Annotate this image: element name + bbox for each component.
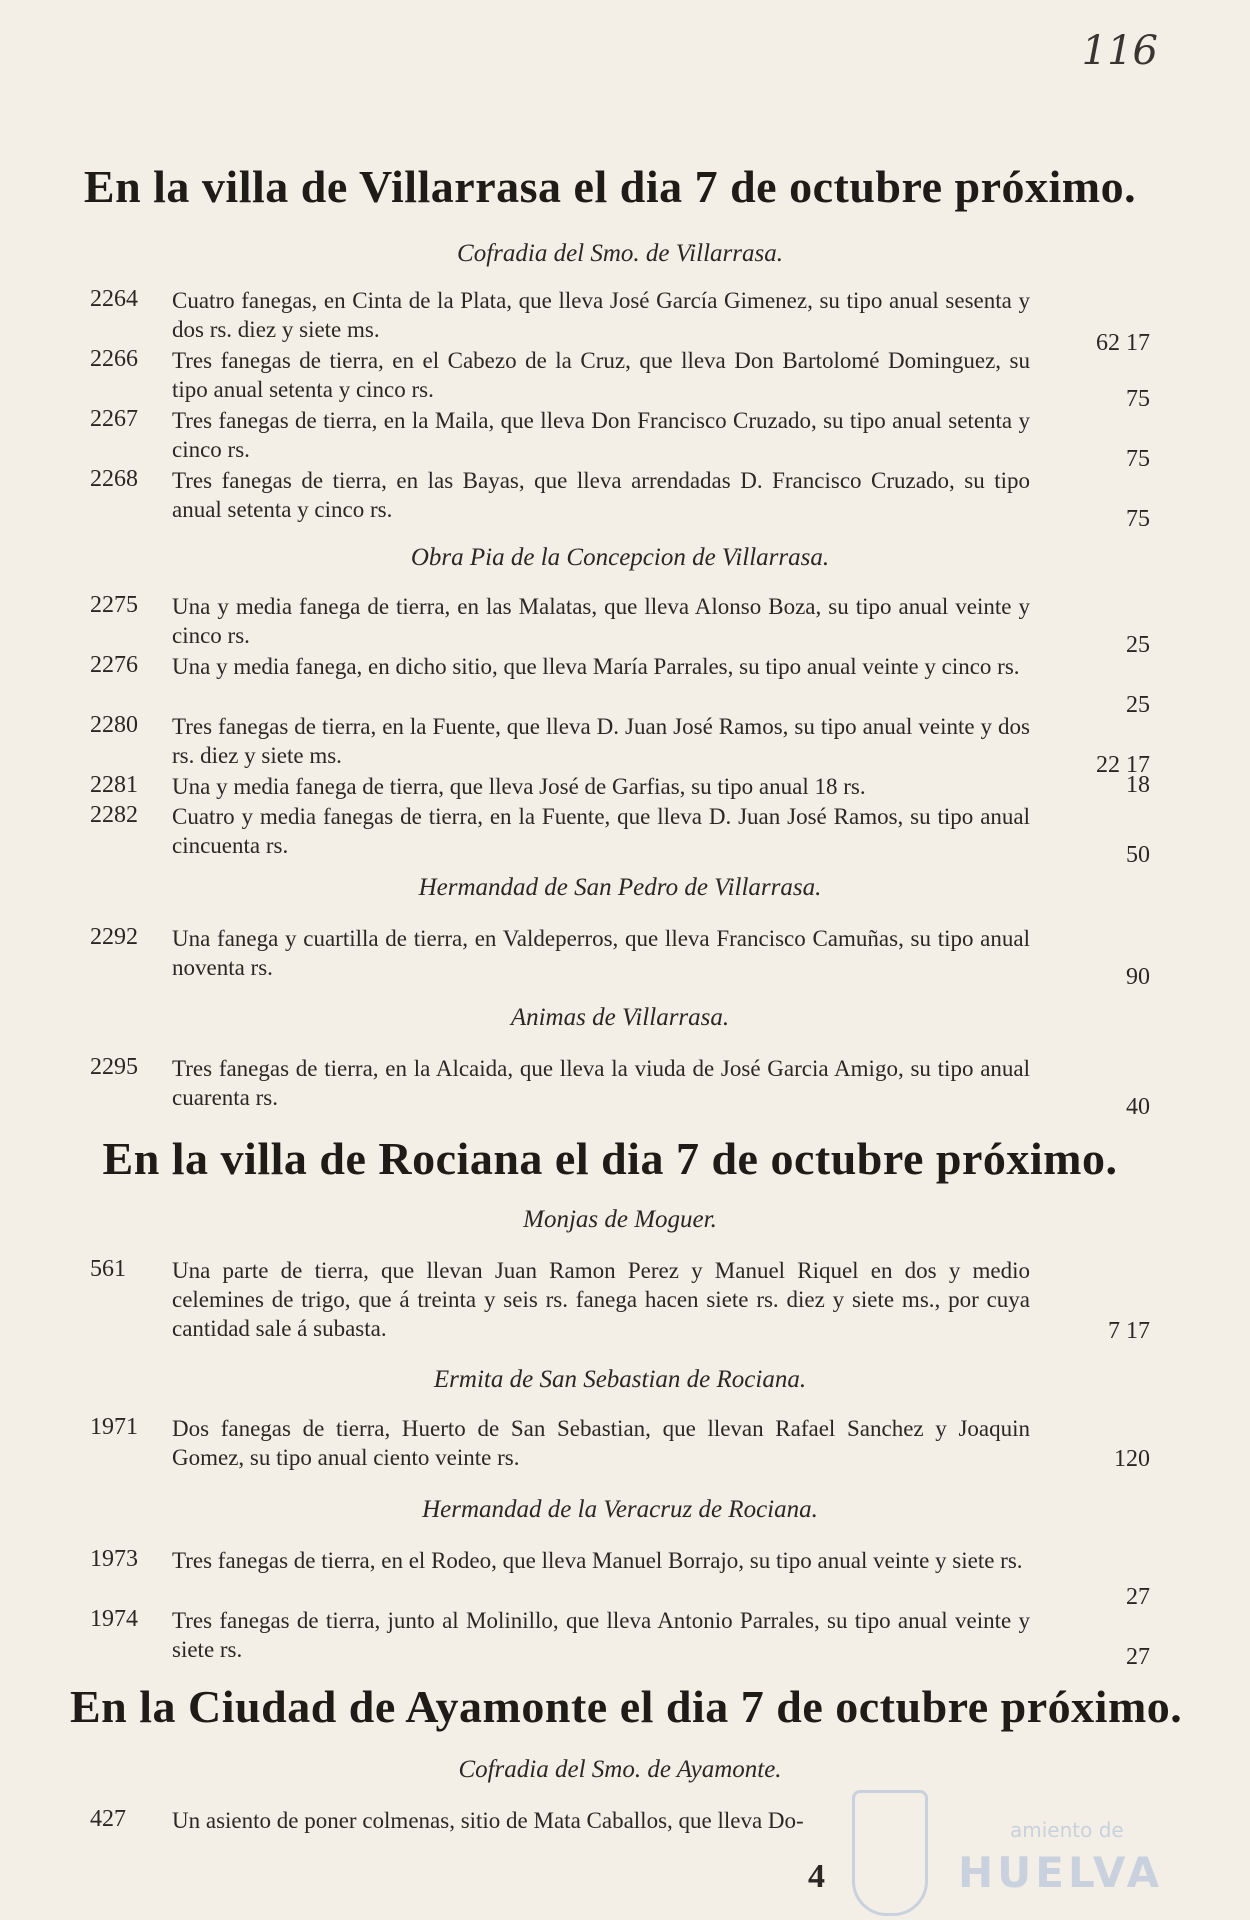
entry-text: Una y media fanega de tierra, en las Malatas, que lleva Alonso Boza, su tipo anual veinte y cinco rs.	[172, 594, 1030, 648]
entry-number: 1971	[90, 1414, 138, 1440]
signature-mark: 4	[808, 1858, 825, 1895]
entry-number: 2268	[90, 466, 138, 492]
section-title: Monjas de Moguer.	[523, 1206, 717, 1233]
section-title: Animas de Villarrasa.	[510, 1004, 730, 1031]
section-title: Hermandad de la Veracruz de Rociana.	[422, 1496, 818, 1523]
entry-amount: 25	[1126, 632, 1150, 658]
entry-amount: 7 17	[1108, 1318, 1150, 1344]
entry-amount: 18	[1126, 772, 1150, 798]
entry-number: 1974	[90, 1606, 138, 1632]
entry-text: Tres fanegas de tierra, en la Maila, que lleva Don Francisco Cruzado, su tipo anual setenta y cinco rs.	[172, 408, 1030, 462]
entry-number: 427	[90, 1806, 126, 1832]
section-title: Cofradia del Smo. de Ayamonte.	[458, 1756, 782, 1783]
section-title: Cofradia del Smo. de Villarrasa.	[457, 240, 783, 267]
entry-text: Tres fanegas de tierra, junto al Molinillo, que lleva Antonio Parrales, su tipo anual veinte y siete rs.	[172, 1608, 1030, 1662]
entry-amount: 25	[1126, 692, 1150, 718]
entry-text: Tres fanegas de tierra, en la Alcaida, que lleva la viuda de José Garcia Amigo, su tipo anual cuarenta rs.	[172, 1056, 1030, 1110]
entry-text: Una fanega y cuartilla de tierra, en Valdeperros, que lleva Francisco Camuñas, su tipo anual noventa rs.	[172, 926, 1030, 980]
entry-number: 2295	[90, 1054, 138, 1080]
page-corner-number: 116	[1081, 28, 1158, 74]
entry-number: 2292	[90, 924, 138, 950]
entry-text: Una y media fanega de tierra, que lleva José de Garfias, su tipo anual 18 rs.	[172, 774, 866, 799]
entry-amount: 62 17	[1096, 330, 1150, 356]
entry-amount: 75	[1126, 446, 1150, 472]
entry-number: 561	[90, 1256, 126, 1282]
section-title: Obra Pia de la Concepcion de Villarrasa.	[410, 544, 830, 571]
entry-text: Cuatro y media fanegas de tierra, en la Fuente, que lleva D. Juan José Ramos, su tipo anual cincuenta rs.	[172, 804, 1030, 858]
entry-number: 2266	[90, 346, 138, 372]
entry-amount: 50	[1126, 842, 1150, 868]
entry-text: Tres fanegas de tierra, en la Fuente, que lleva D. Juan José Ramos, su tipo anual veinte y dos rs. diez y siete ms.	[172, 714, 1030, 768]
entry-number: 2280	[90, 712, 138, 738]
entry-number: 2282	[90, 802, 138, 828]
entry-amount: 120	[1114, 1446, 1150, 1472]
watermark-shield-icon	[852, 1790, 928, 1916]
entry-amount: 27	[1126, 1584, 1150, 1610]
watermark-subtext: amiento de	[1010, 1818, 1124, 1842]
entry-amount: 27	[1126, 1644, 1150, 1670]
entry-text: Tres fanegas de tierra, en el Cabezo de la Cruz, que lleva Don Bartolomé Dominguez, su tipo anual setenta y cinco rs.	[172, 348, 1030, 402]
entry-amount: 75	[1126, 506, 1150, 532]
entry-text: Cuatro fanegas, en Cinta de la Plata, que lleva José García Gimenez, su tipo anual sesenta y dos rs. diez y siete ms.	[172, 288, 1030, 342]
section-title: Ermita de San Sebastian de Rociana.	[433, 1366, 807, 1393]
entry-text: Tres fanegas de tierra, en el Rodeo, que lleva Manuel Borrajo, su tipo anual veinte y siete rs.	[172, 1548, 1023, 1573]
entry-text: Una parte de tierra, que llevan Juan Ramon Perez y Manuel Riquel en dos y medio celemines de trigo, que á treinta y seis rs. fanega hacen siete rs. diez y siete ms., por cuya cantidad sale á subasta.	[172, 1258, 1030, 1341]
entry-number: 2275	[90, 592, 138, 618]
entry-number: 2264	[90, 286, 138, 312]
entry-number: 2267	[90, 406, 138, 432]
town-heading-rociana: En la villa de Rociana el dia 7 de octubre próximo.	[102, 1133, 1118, 1184]
entry-text: Dos fanegas de tierra, Huerto de San Sebastian, que llevan Rafael Sanchez y Joaquin Gomez, su tipo anual ciento veinte rs.	[172, 1416, 1030, 1470]
entry-text: Una y media fanega, en dicho sitio, que lleva María Parrales, su tipo anual veinte y cinco rs.	[172, 654, 1020, 679]
entry-number: 2276	[90, 652, 138, 678]
entry-amount: 75	[1126, 386, 1150, 412]
entry-text: Un asiento de poner colmenas, sitio de Mata Caballos, que lleva Do-	[172, 1808, 804, 1833]
entry-amount: 40	[1126, 1094, 1150, 1120]
town-heading-ayamonte: En la Ciudad de Ayamonte el dia 7 de octubre próximo.	[70, 1681, 1183, 1732]
entry-number: 1973	[90, 1546, 138, 1572]
town-heading-villarrasa: En la villa de Villarrasa el dia 7 de octubre próximo.	[83, 161, 1137, 212]
entry-amount: 90	[1126, 964, 1150, 990]
entry-text: Tres fanegas de tierra, en las Bayas, que lleva arrendadas D. Francisco Cruzado, su tipo anual setenta y cinco rs.	[172, 468, 1030, 522]
entry-number: 2281	[90, 772, 138, 798]
watermark-text: HUELVA	[958, 1848, 1164, 1897]
entry-amount: 22 17	[1096, 752, 1150, 778]
section-title: Hermandad de San Pedro de Villarrasa.	[418, 874, 822, 901]
